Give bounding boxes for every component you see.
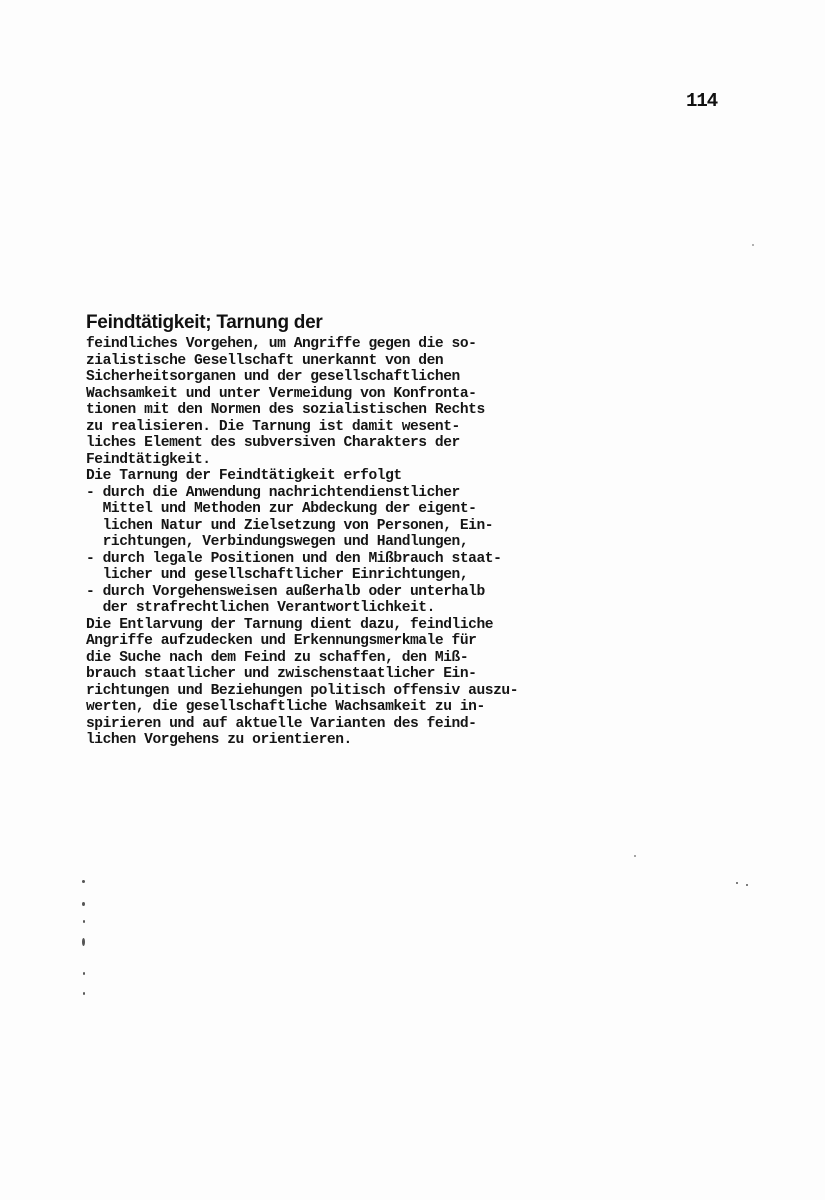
body-line: tionen mit den Normen des sozialistischen Rechts xyxy=(86,402,485,418)
body-line: brauch staatlicher und zwischenstaatlicher Ein- xyxy=(86,666,477,682)
body-line: der strafrechtlichen Verantwortlichkeit. xyxy=(86,600,435,616)
body-line: lichen Vorgehens zu orientieren. xyxy=(86,732,352,748)
body-line: Die Tarnung der Feindtätigkeit erfolgt xyxy=(86,468,402,484)
scan-speck xyxy=(82,938,85,946)
scan-speck xyxy=(82,880,85,883)
entry-body xyxy=(86,336,626,749)
scan-speck xyxy=(82,902,85,906)
body-line: - durch legale Positionen und den Mißbrauch staat- xyxy=(86,550,502,567)
body-line: die Suche nach dem Feind zu schaffen, den Miß- xyxy=(86,649,469,666)
body-line: - durch Vorgehensweisen außerhalb oder unterhalb xyxy=(86,583,485,600)
scan-speck xyxy=(83,992,85,995)
body-line: Die Entlarvung der Tarnung dient dazu, feindliche xyxy=(86,616,494,633)
body-line: Sicherheitsorganen und der gesellschaftlichen xyxy=(86,369,460,385)
scan-speck xyxy=(83,920,85,923)
body-line: Mittel und Methoden zur Abdeckung der eigent- xyxy=(86,501,477,517)
body-line: zu realisieren. Die Tarnung ist damit wesent- xyxy=(86,418,460,435)
scan-speck xyxy=(736,882,738,884)
body-line: Wachsamkeit und unter Vermeidung von Konfronta- xyxy=(86,385,477,402)
body-line: Feindtätigkeit. xyxy=(86,451,211,468)
body-line: liches Element des subversiven Charakters der xyxy=(86,435,460,451)
scan-speck xyxy=(752,244,754,246)
body-line: zialistische Gesellschaft unerkannt von den xyxy=(86,352,444,369)
body-line: spirieren und auf aktuelle Varianten des feind- xyxy=(86,715,477,732)
body-line: feindliches Vorgehen, um Angriffe gegen die so- xyxy=(86,336,477,352)
body-line: licher und gesellschaftlicher Einrichtungen, xyxy=(86,567,469,583)
entry-heading: Feindtätigkeit; Tarnung der xyxy=(86,312,323,333)
scan-speck xyxy=(634,855,636,857)
body-line: - durch die Anwendung nachrichtendienstlicher xyxy=(86,484,460,501)
scan-speck xyxy=(83,972,85,975)
body-line: lichen Natur und Zielsetzung von Personen, Ein- xyxy=(86,517,494,534)
body-line: richtungen und Beziehungen politisch offensiv auszu- xyxy=(86,682,518,699)
body-line: werten, die gesellschaftliche Wachsamkeit zu in- xyxy=(86,699,485,715)
page-number: 114 xyxy=(686,90,718,112)
body-line: richtungen, Verbindungswegen und Handlungen, xyxy=(86,534,469,550)
scan-speck xyxy=(746,884,748,886)
body-line: Angriffe aufzudecken und Erkennungsmerkmale für xyxy=(86,633,477,649)
